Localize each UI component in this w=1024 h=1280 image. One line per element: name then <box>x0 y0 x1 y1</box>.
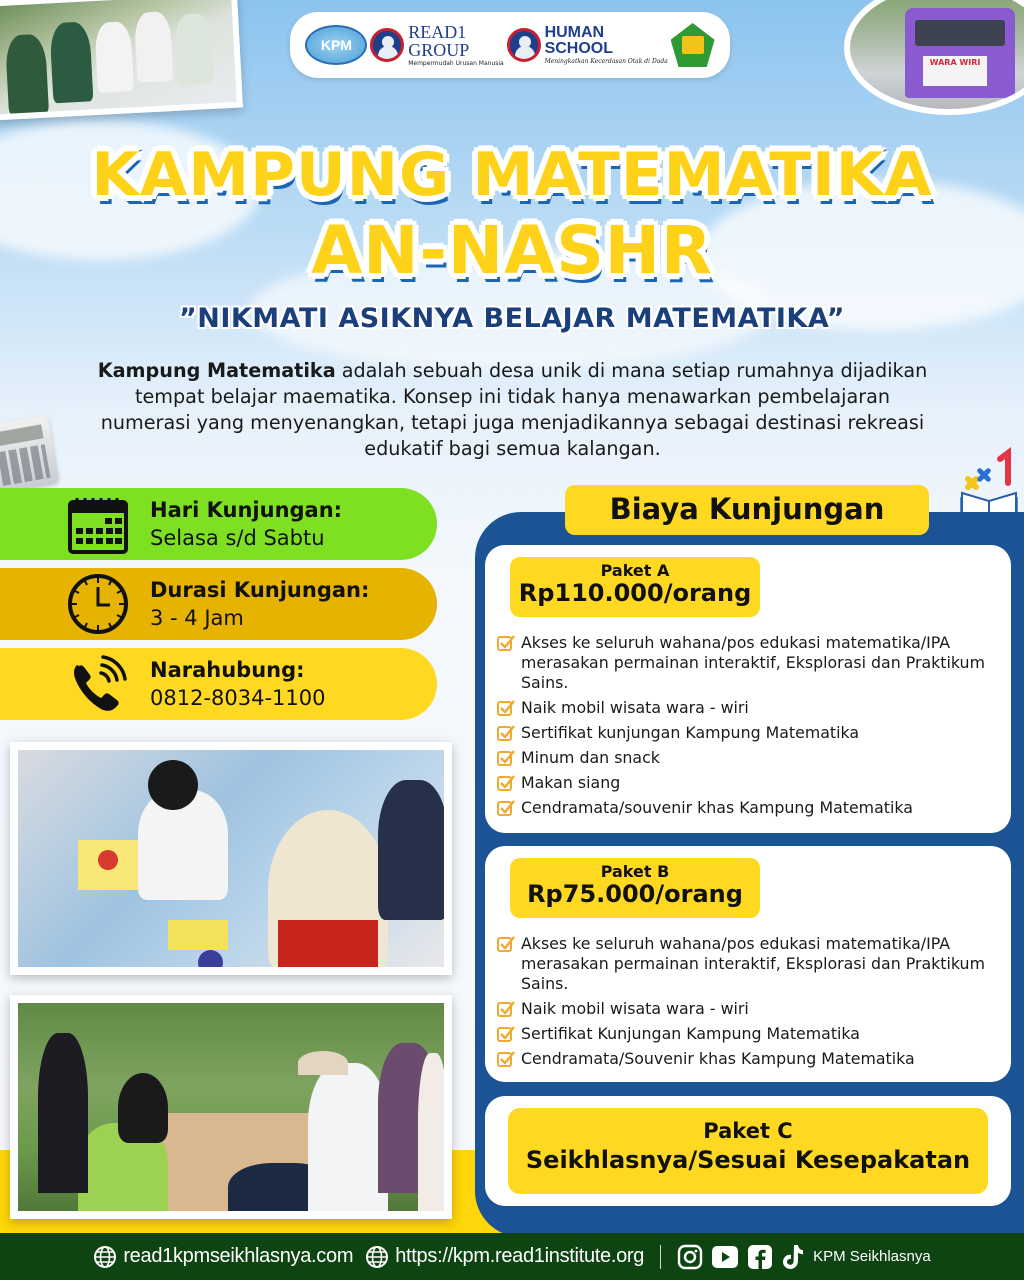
contact-pill <box>0 648 437 720</box>
calculator-icon <box>0 415 59 493</box>
visit-days-value: Selasa s/d Sabtu <box>150 526 325 550</box>
package-b-features <box>497 934 1002 1074</box>
feature-item: Sertifikat Kunjungan Kampung Matematika <box>497 1024 1002 1044</box>
package-a-price: Rp110.000/orang <box>518 578 752 607</box>
car-sign: WARA WIRI <box>923 56 987 86</box>
feature-item: Minum dan snack <box>497 748 1002 768</box>
checkbox-icon <box>497 1025 515 1043</box>
school-emblem-icon <box>671 23 715 67</box>
youtube-icon[interactable] <box>711 1244 739 1270</box>
feature-item: Naik mobil wisata wara - wiri <box>497 698 1002 718</box>
feature-item: Akses ke seluruh wahana/pos edukasi matematika/IPA merasakan permainan interaktif, Eksplorasi dan Praktikum Sains. <box>497 633 1002 693</box>
checkbox-icon <box>497 699 515 717</box>
checkbox-icon <box>497 799 515 817</box>
checkbox-icon <box>497 935 515 953</box>
package-b-name: Paket B <box>600 862 670 881</box>
photo-wara-wiri-car <box>844 0 1024 115</box>
photo-maze-game <box>10 995 452 1219</box>
footer-divider <box>660 1245 661 1269</box>
school-emblem-logo <box>671 23 715 67</box>
feature-item: Cendramata/souvenir khas Kampung Matematika <box>497 798 1002 818</box>
package-a-price-tag <box>510 557 760 617</box>
read1-avatar-icon <box>370 28 404 62</box>
calendar-icon <box>67 494 129 554</box>
human-school-tagline: Meningkatkan Kecerdasan Otak di Dada <box>544 58 668 65</box>
package-c-name: Paket C <box>703 1119 793 1143</box>
checkbox-icon <box>497 724 515 742</box>
checkbox-icon <box>497 749 515 767</box>
instagram-icon[interactable] <box>677 1244 703 1270</box>
human-school-line2: SCHOOL <box>544 40 614 57</box>
intro-bold: Kampung Matematika <box>97 359 336 382</box>
feature-item: Sertifikat kunjungan Kampung Matematika <box>497 723 1002 743</box>
visit-days-pill <box>0 488 437 560</box>
phone-icon <box>69 655 127 713</box>
visit-duration-value: 3 - 4 Jam <box>150 606 244 630</box>
contact-label: Narahubung: <box>150 658 305 682</box>
visit-duration-pill <box>0 568 437 640</box>
feature-item: Makan siang <box>497 773 1002 793</box>
package-b-price-tag <box>510 858 760 918</box>
package-b-price: Rp75.000/orang <box>527 879 743 908</box>
social-links <box>677 1243 931 1271</box>
headline-line2: AN-NASHR <box>311 212 713 289</box>
package-c-price: Seikhlasnya/Sesuai Kesepakatan <box>525 1146 971 1175</box>
intro-paragraph <box>90 358 935 462</box>
partner-logo-bar <box>290 12 730 78</box>
clock-icon <box>67 573 129 635</box>
package-a-card <box>485 545 1011 833</box>
facebook-icon[interactable] <box>747 1244 773 1270</box>
human-school-line1: HUMAN <box>544 24 605 41</box>
read1-human-school-logo <box>507 25 668 65</box>
visit-duration-label: Durasi Kunjungan: <box>150 578 370 602</box>
photo-students-writing <box>0 0 243 120</box>
checkbox-icon <box>497 634 515 652</box>
package-a-name: Paket A <box>600 561 670 580</box>
read1-group-line1: READ1 <box>408 22 467 42</box>
globe-icon <box>93 1245 117 1269</box>
pricing-title: Biaya Kunjungan <box>565 485 929 535</box>
kpm-logo-mark: KPM <box>305 25 367 65</box>
tagline: ”NIKMATI ASIKNYA BELAJAR MATEMATIKA” <box>178 303 845 334</box>
package-a-features <box>497 633 1002 823</box>
jeep-illustration <box>905 8 1015 98</box>
read1-avatar-icon <box>507 28 541 62</box>
kpm-logo <box>305 25 367 65</box>
checkbox-icon <box>497 774 515 792</box>
tiktok-icon[interactable] <box>781 1243 805 1271</box>
package-b-card <box>485 846 1011 1082</box>
website-link-2[interactable]: https://kpm.read1institute.org <box>365 1245 644 1269</box>
checkbox-icon <box>497 1000 515 1018</box>
website-link-1[interactable]: read1kpmseikhlasnya.com <box>93 1245 353 1269</box>
read1-group-tagline: Mempermudah Urusan Manusia <box>408 60 504 67</box>
feature-item: Naik mobil wisata wara - wiri <box>497 999 1002 1019</box>
photo-children-math-game <box>10 742 452 975</box>
read1-group-line2: GROUP <box>408 40 470 60</box>
headline-line1: KAMPUNG MATEMATIKA <box>91 140 933 210</box>
visit-days-label: Hari Kunjungan: <box>150 498 343 522</box>
read1-group-logo <box>370 23 504 67</box>
package-c-price-tag <box>508 1108 988 1194</box>
social-handle: KPM Seikhlasnya <box>813 1248 931 1265</box>
contact-phone[interactable]: 0812-8034-1100 <box>150 686 326 710</box>
footer-bar <box>0 1233 1024 1280</box>
feature-item: Cendramata/Souvenir khas Kampung Matematika <box>497 1049 1002 1069</box>
globe-icon <box>365 1245 389 1269</box>
package-c-card <box>485 1096 1011 1206</box>
intro-text: adalah sebuah desa unik di mana setiap rumahnya dijadikan tempat belajar maematika. Konsep ini tidak hanya menawarkan pembelajaran numerasi yang menyenangkan, tetapi juga menjadikannya sebagai destinasi rekreasi edukatif bagi semua kalangan. <box>100 359 928 460</box>
checkbox-icon <box>497 1050 515 1068</box>
feature-item: Akses ke seluruh wahana/pos edukasi matematika/IPA merasakan permainan interaktif, Eksplorasi dan Praktikum Sains. <box>497 934 1002 994</box>
